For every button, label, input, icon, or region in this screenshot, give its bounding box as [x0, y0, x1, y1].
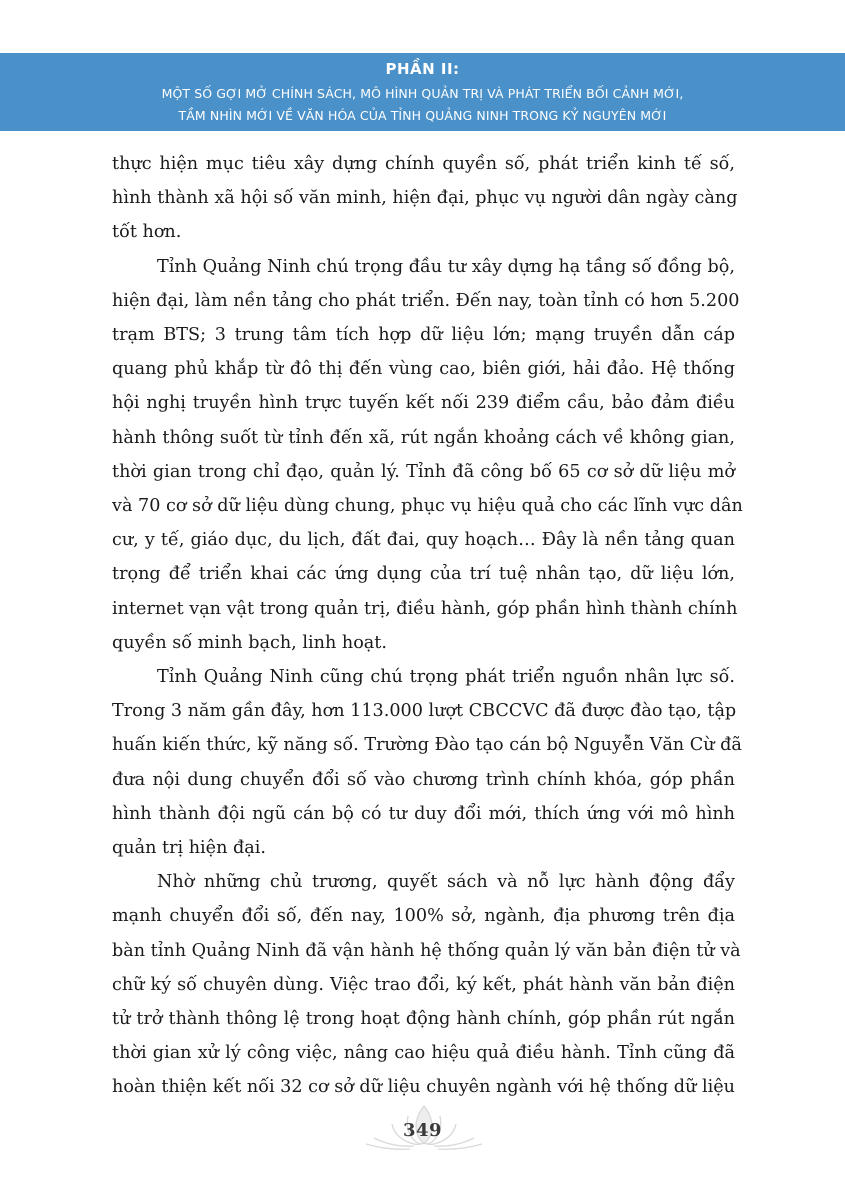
text-line: đưa nội dung chuyển đổi số vào chương trình chính khóa, góp phần	[112, 769, 735, 790]
paragraph-2	[112, 250, 743, 660]
text-line: hiện đại, làm nền tảng cho phát triển. Đến nay, toàn tỉnh có hơn 5.200	[112, 290, 740, 311]
text-line: tốt hơn.	[112, 222, 182, 243]
text-line: cư, y tế, giáo dục, du lịch, đất đai, quy hoạch… Đây là nền tảng quan	[112, 530, 735, 551]
text-line: mạnh chuyển đổi số, đến nay, 100% sở, ngành, địa phương trên địa	[112, 906, 735, 927]
page-number: 349	[402, 1120, 443, 1141]
section-subtitle-line-2: TẦM NHÌN MỚI VỀ VĂN HÓA CỦA TỈNH QUẢNG NINH TRONG KỶ NGUYÊN MỚI	[178, 108, 667, 123]
text-line: hình thành đội ngũ cán bộ có tư duy đổi mới, thích ứng với mô hình	[112, 803, 735, 824]
paragraph-3	[112, 660, 742, 865]
text-line: hành thông suốt từ tỉnh đến xã, rút ngắn khoảng cách về không gian,	[112, 427, 735, 448]
text-line: thời gian trong chỉ đạo, quản lý. Tỉnh đã công bố 65 cơ sở dữ liệu mở	[112, 461, 735, 482]
text-line: hoàn thiện kết nối 32 cơ sở dữ liệu chuyên ngành với hệ thống dữ liệu	[112, 1077, 735, 1098]
text-line: và 70 cơ sở dữ liệu dùng chung, phục vụ hiệu quả cho các lĩnh vực dân	[112, 496, 743, 517]
text-line: chữ ký số chuyên dùng. Việc trao đổi, ký kết, phát hành văn bản điện	[112, 974, 735, 995]
paragraph-4	[112, 865, 741, 1104]
text-line: internet vạn vật trong quản trị, điều hành, góp phần hình thành chính	[112, 598, 738, 619]
text-line: Tỉnh Quảng Ninh chú trọng đầu tư xây dựng hạ tầng số đồng bộ,	[157, 256, 735, 277]
text-line: Tỉnh Quảng Ninh cũng chú trọng phát triển nguồn nhân lực số.	[157, 667, 735, 688]
section-header-band	[0, 53, 845, 131]
text-line: hội nghị truyền hình trực tuyến kết nối 239 điểm cầu, bảo đảm điều	[112, 393, 735, 414]
text-line: Trong 3 năm gần đây, hơn 113.000 lượt CBCCVC đã được đào tạo, tập	[112, 701, 737, 722]
text-line: trạm BTS; 3 trung tâm tích hợp dữ liệu lớn; mạng truyền dẫn cáp	[112, 325, 735, 346]
text-line: bàn tỉnh Quảng Ninh đã vận hành hệ thống quản lý văn bản điện tử và	[112, 940, 741, 961]
text-line: trọng để triển khai các ứng dụng của trí tuệ nhân tạo, dữ liệu lớn,	[112, 564, 735, 585]
text-line: Nhờ những chủ trương, quyết sách và nỗ lực hành động đẩy	[157, 872, 735, 893]
text-line: hình thành xã hội số văn minh, hiện đại, phục vụ người dân ngày càng	[112, 188, 738, 209]
text-line: thời gian xử lý công việc, nâng cao hiệu quả điều hành. Tỉnh cũng đã	[112, 1043, 735, 1064]
text-line: tử trở thành thông lệ trong hoạt động hành chính, góp phần rút ngắn	[112, 1009, 735, 1030]
part-title: PHẦN II:	[385, 60, 460, 78]
text-line: quang phủ khắp từ đô thị đến vùng cao, biên giới, hải đảo. Hệ thống	[112, 359, 735, 380]
text-line: quản trị hiện đại.	[112, 838, 266, 859]
page-footer	[0, 1102, 845, 1162]
text-line: huấn kiến thức, kỹ năng số. Trường Đào tạo cán bộ Nguyễn Văn Cừ đã	[112, 735, 742, 756]
body-text	[112, 147, 743, 1105]
paragraph-1	[112, 147, 738, 250]
text-line: thực hiện mục tiêu xây dựng chính quyền số, phát triển kinh tế số,	[112, 154, 735, 174]
text-line: quyền số minh bạch, linh hoạt.	[112, 632, 387, 653]
section-subtitle-line-1: MỘT SỐ GỢI MỞ CHÍNH SÁCH, MÔ HÌNH QUẢN TRỊ VÀ PHÁT TRIỂN BỐI CẢNH MỚI,	[161, 86, 684, 101]
